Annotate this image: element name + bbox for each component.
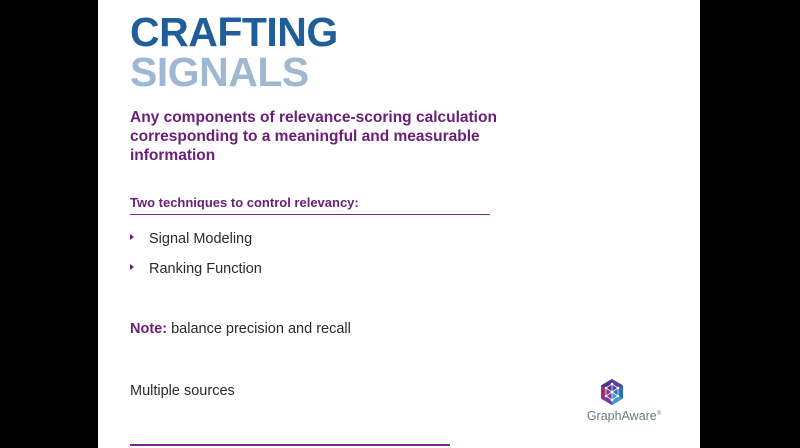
slide [98,0,700,448]
note-text: balance precision and recall [167,321,351,337]
bullet-label: Signal Modeling [149,231,253,247]
bullet-label: Ranking Function [149,261,262,277]
bullet-ranking-function [130,261,262,277]
graphaware-hexagon-icon [598,378,626,406]
bullet-marker-icon [130,264,134,270]
note [130,321,351,337]
bullet-signal-modeling [130,231,252,247]
techniques-divider [130,214,490,215]
bottom-divider [130,444,450,446]
title-line-2: SIGNALS [130,49,309,95]
note-label: Note: [130,321,168,337]
bullet-marker-icon [130,234,134,240]
logo-wordmark: GraphAware® [586,409,662,423]
graphaware-logo [574,378,674,428]
techniques-heading: Two techniques to control relevancy: [130,195,359,210]
title-line-1: CRAFTING [130,9,338,55]
sources-text: Multiple sources [130,383,235,399]
subtitle: Any components of relevance-scoring calculation corresponding to a meaningful and measurable information [130,109,497,164]
